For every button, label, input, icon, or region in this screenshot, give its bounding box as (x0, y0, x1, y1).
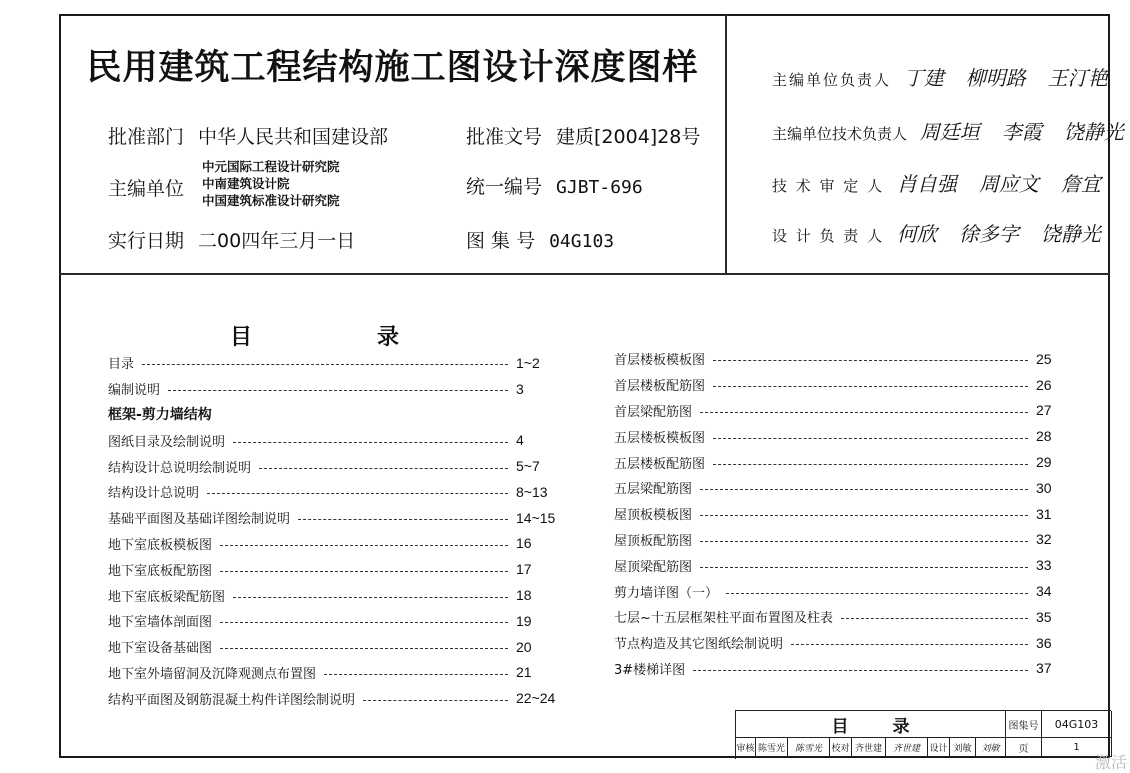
signature: 何欣 (896, 222, 937, 246)
unified-code-label: 统一编号 (466, 176, 543, 198)
toc-entry-page: 35 (1036, 608, 1052, 625)
effective-date-row (108, 226, 355, 253)
effective-date-value: 二00四年三月一日 (198, 230, 356, 252)
signature: 詹宜 (1060, 172, 1101, 196)
atlas-no-label: 图 集 号 (466, 230, 536, 252)
toc-entry-label: 地下室底板梁配筋图 (108, 589, 226, 605)
signature: 周应文 (978, 172, 1039, 196)
dash-leader (233, 597, 508, 598)
title-char: 目 (831, 716, 849, 737)
toc-entry-label: 首层梁配筋图 (614, 404, 693, 420)
toc-entry-page: 19 (516, 612, 532, 629)
toc-entry (614, 423, 1060, 449)
toc-entry-page: 5~7 (516, 458, 540, 475)
signature-row (772, 218, 1123, 247)
atlas-label-cell: 图集号 (1006, 711, 1042, 738)
dash-leader (233, 442, 508, 443)
chief-editor-row (108, 174, 184, 201)
toc-entry (614, 527, 1060, 553)
toc-entry-label: 地下室设备基础图 (108, 641, 213, 657)
signature-role: 技 术 审 定 人 (772, 177, 885, 195)
toc-entry-label: 基础平面图及基础详图绘制说明 (108, 512, 291, 528)
dash-leader (841, 618, 1028, 619)
chief-editor-orgs (202, 158, 340, 209)
dash-leader (220, 648, 508, 649)
toc-entry-label: 3#楼梯详图 (614, 662, 686, 678)
signature: 李霞 (1001, 120, 1042, 144)
signature: 徐多字 (958, 222, 1019, 246)
dash-leader (713, 360, 1028, 361)
toc-entry (108, 427, 558, 453)
toc-entry-label: 地下室墙体剖面图 (108, 615, 213, 631)
dash-leader (713, 464, 1028, 465)
toc-entry-label: 图纸目录及绘制说明 (108, 434, 226, 450)
org-item: 中南建筑设计院 (202, 176, 290, 191)
org-item: 中国建筑标准设计研究院 (202, 193, 340, 208)
design-name-cell: 刘敏 (950, 738, 976, 757)
toc-left-column (108, 350, 558, 711)
toc-entry-label: 地下室底板配筋图 (108, 563, 213, 579)
toc-entry-label: 五层楼板配筋图 (614, 456, 706, 472)
toc-entry (108, 556, 558, 582)
signature-role: 设 计 负 责 人 (772, 227, 885, 245)
toc-entry-page: 30 (1036, 479, 1052, 496)
review-label-cell: 审核 (736, 738, 756, 757)
toc-entry (614, 346, 1060, 372)
toc-entry-label: 结构平面图及钢筋混凝土构件详图绘制说明 (108, 692, 356, 708)
toc-entry-label: 屋顶板配筋图 (614, 533, 693, 549)
dash-leader (700, 567, 1028, 568)
toc-heading-char: 录 (377, 325, 400, 350)
toc-entry-page: 16 (516, 535, 532, 552)
unified-code-row (466, 172, 643, 199)
document-title: 民用建筑工程结构施工图设计深度图样 (86, 48, 699, 88)
review-signature-cell: 陈雪光 (788, 738, 830, 757)
approval-dept-label: 批准部门 (108, 126, 185, 148)
dash-leader (220, 571, 508, 572)
toc-entry-page: 28 (1036, 428, 1052, 445)
toc-entry-label: 编制说明 (108, 383, 161, 399)
toc-entry-page: 20 (516, 638, 532, 655)
approval-doc-row (466, 122, 700, 149)
toc-entry (614, 372, 1060, 398)
toc-entry-page: 21 (516, 664, 532, 681)
toc-entry-label: 五层梁配筋图 (614, 482, 693, 498)
toc-entry-page: 3 (516, 380, 524, 397)
toc-entry (108, 453, 558, 479)
dash-leader (700, 541, 1028, 542)
signature-names (897, 218, 1123, 247)
org-item: 中元国际工程设计研究院 (202, 159, 340, 174)
toc-entry-page: 36 (1036, 634, 1052, 651)
signature-row (772, 62, 1130, 91)
toc-entry-page: 33 (1036, 557, 1052, 574)
review-name-cell: 陈雪光 (756, 738, 788, 757)
signature: 周廷垣 (919, 120, 980, 144)
page-label-cell: 页 (1006, 738, 1042, 757)
toc-entry (108, 479, 558, 505)
toc-entry-label: 地下室底板模板图 (108, 537, 213, 553)
toc-entry (108, 685, 558, 711)
title-char: 录 (892, 716, 910, 737)
toc-entry-label: 剪力墙详图（一） (614, 585, 719, 601)
dash-leader (713, 438, 1028, 439)
toc-entry-page: 22~24 (516, 690, 556, 707)
dash-leader (298, 519, 508, 520)
toc-entry-page: 34 (1036, 583, 1052, 600)
dash-leader (713, 386, 1028, 387)
signature-names (897, 168, 1123, 197)
toc-entry-page: 26 (1036, 376, 1052, 393)
dash-leader (168, 390, 508, 391)
dash-leader (700, 515, 1028, 516)
dash-leader (700, 489, 1028, 490)
toc-entry-page: 4 (516, 432, 524, 449)
dash-leader (726, 593, 1028, 594)
atlas-value-cell: 04G103 (1042, 711, 1112, 738)
dash-leader (700, 412, 1028, 413)
toc-entry (108, 376, 558, 402)
signature: 饶静光 (1040, 222, 1101, 246)
check-label-cell: 校对 (830, 738, 852, 757)
approval-dept-row (108, 122, 388, 149)
signature-names (904, 62, 1130, 91)
title-block (735, 710, 1111, 759)
approval-doc-value: 建质[2004]28号 (556, 126, 701, 148)
toc-entry (614, 630, 1060, 656)
signature-row (772, 116, 1130, 145)
dash-leader (220, 545, 508, 546)
toc-entry-label: 屋顶梁配筋图 (614, 559, 693, 575)
page-value-cell: 1 (1042, 738, 1112, 757)
toc-entry (614, 552, 1060, 578)
signature: 饶静光 (1063, 120, 1124, 144)
toc-entry (108, 660, 558, 686)
signature: 肖自强 (896, 172, 957, 196)
toc-entry (614, 449, 1060, 475)
toc-entry (108, 608, 558, 634)
dash-leader (207, 493, 508, 494)
toc-entry (108, 350, 558, 376)
toc-entry-label: 首层楼板配筋图 (614, 379, 706, 395)
signature-row (772, 168, 1123, 197)
toc-entry (614, 578, 1060, 604)
toc-entry-page: 31 (1036, 505, 1052, 522)
toc-entry-page: 18 (516, 587, 532, 604)
toc-entry (614, 656, 1060, 682)
signature-names (920, 116, 1130, 145)
toc-entry-label: 目录 (108, 357, 135, 373)
chief-editor-label: 主编单位 (108, 178, 185, 200)
toc-entry (108, 582, 558, 608)
check-name-cell: 齐世建 (852, 738, 886, 757)
dash-leader (363, 700, 508, 701)
activation-watermark: 激活 (1095, 753, 1128, 772)
dash-leader (142, 364, 508, 365)
toc-entry-label: 结构设计总说明 (108, 486, 200, 502)
signature-role: 主编单位技术负责人 (772, 125, 908, 143)
toc-entry (614, 398, 1060, 424)
unified-code-value: GJBT-696 (556, 177, 643, 198)
dash-leader (259, 468, 508, 469)
toc-entry-label: 首层楼板模板图 (614, 353, 706, 369)
check-signature-cell: 齐世建 (886, 738, 928, 757)
signature: 王汀艳 (1047, 66, 1108, 90)
toc-entry-page: 29 (1036, 454, 1052, 471)
toc-entry (614, 475, 1060, 501)
toc-entry-page: 8~13 (516, 483, 548, 500)
toc-entry-label: 七层~十五层框架柱平面布置图及柱表 (614, 611, 833, 627)
title-block-title (736, 711, 1006, 738)
toc-entry (614, 501, 1060, 527)
dash-leader (324, 674, 508, 675)
signature: 丁建 (903, 66, 944, 90)
toc-entry-label: 节点构造及其它图纸绘制说明 (614, 637, 784, 653)
design-label-cell: 设计 (928, 738, 950, 757)
toc-entry-page: 17 (516, 561, 532, 578)
effective-date-label: 实行日期 (108, 230, 185, 252)
toc-entry (614, 604, 1060, 630)
signature-role: 主编单位负责人 (772, 71, 892, 89)
toc-entry-label: 结构设计总说明绘制说明 (108, 460, 252, 476)
dash-leader (791, 644, 1028, 645)
toc-section-heading (108, 402, 558, 428)
toc-entry (108, 505, 558, 531)
atlas-no-row (466, 226, 614, 253)
toc-entry-page: 32 (1036, 531, 1052, 548)
approval-doc-label: 批准文号 (466, 126, 543, 148)
toc-entry-page: 14~15 (516, 509, 556, 526)
toc-entry-label: 屋顶板模板图 (614, 508, 693, 524)
toc-entry-page: 37 (1036, 660, 1052, 677)
atlas-no-value: 04G103 (549, 231, 615, 252)
dash-leader (693, 670, 1028, 671)
toc-entry-page: 25 (1036, 350, 1052, 367)
toc-right-column (614, 346, 1060, 681)
toc-entry (108, 634, 558, 660)
toc-entry-label: 五层楼板模板图 (614, 430, 706, 446)
vertical-divider (725, 14, 727, 274)
horizontal-divider (59, 273, 1110, 275)
toc-entry-page: 1~2 (516, 354, 540, 371)
toc-entry-label: 地下室外墙留洞及沉降观测点布置图 (108, 666, 317, 682)
toc-entry-page: 27 (1036, 402, 1052, 419)
dash-leader (220, 622, 508, 623)
toc-heading-char: 目 (230, 325, 253, 350)
signature: 柳明路 (965, 66, 1026, 90)
design-signature-cell: 刘敏 (976, 738, 1006, 757)
toc-entry-label: 框架-剪力墙结构 (108, 407, 212, 424)
approval-dept-value: 中华人民共和国建设部 (198, 126, 389, 148)
toc-entry (108, 531, 558, 557)
toc-heading (230, 320, 399, 351)
